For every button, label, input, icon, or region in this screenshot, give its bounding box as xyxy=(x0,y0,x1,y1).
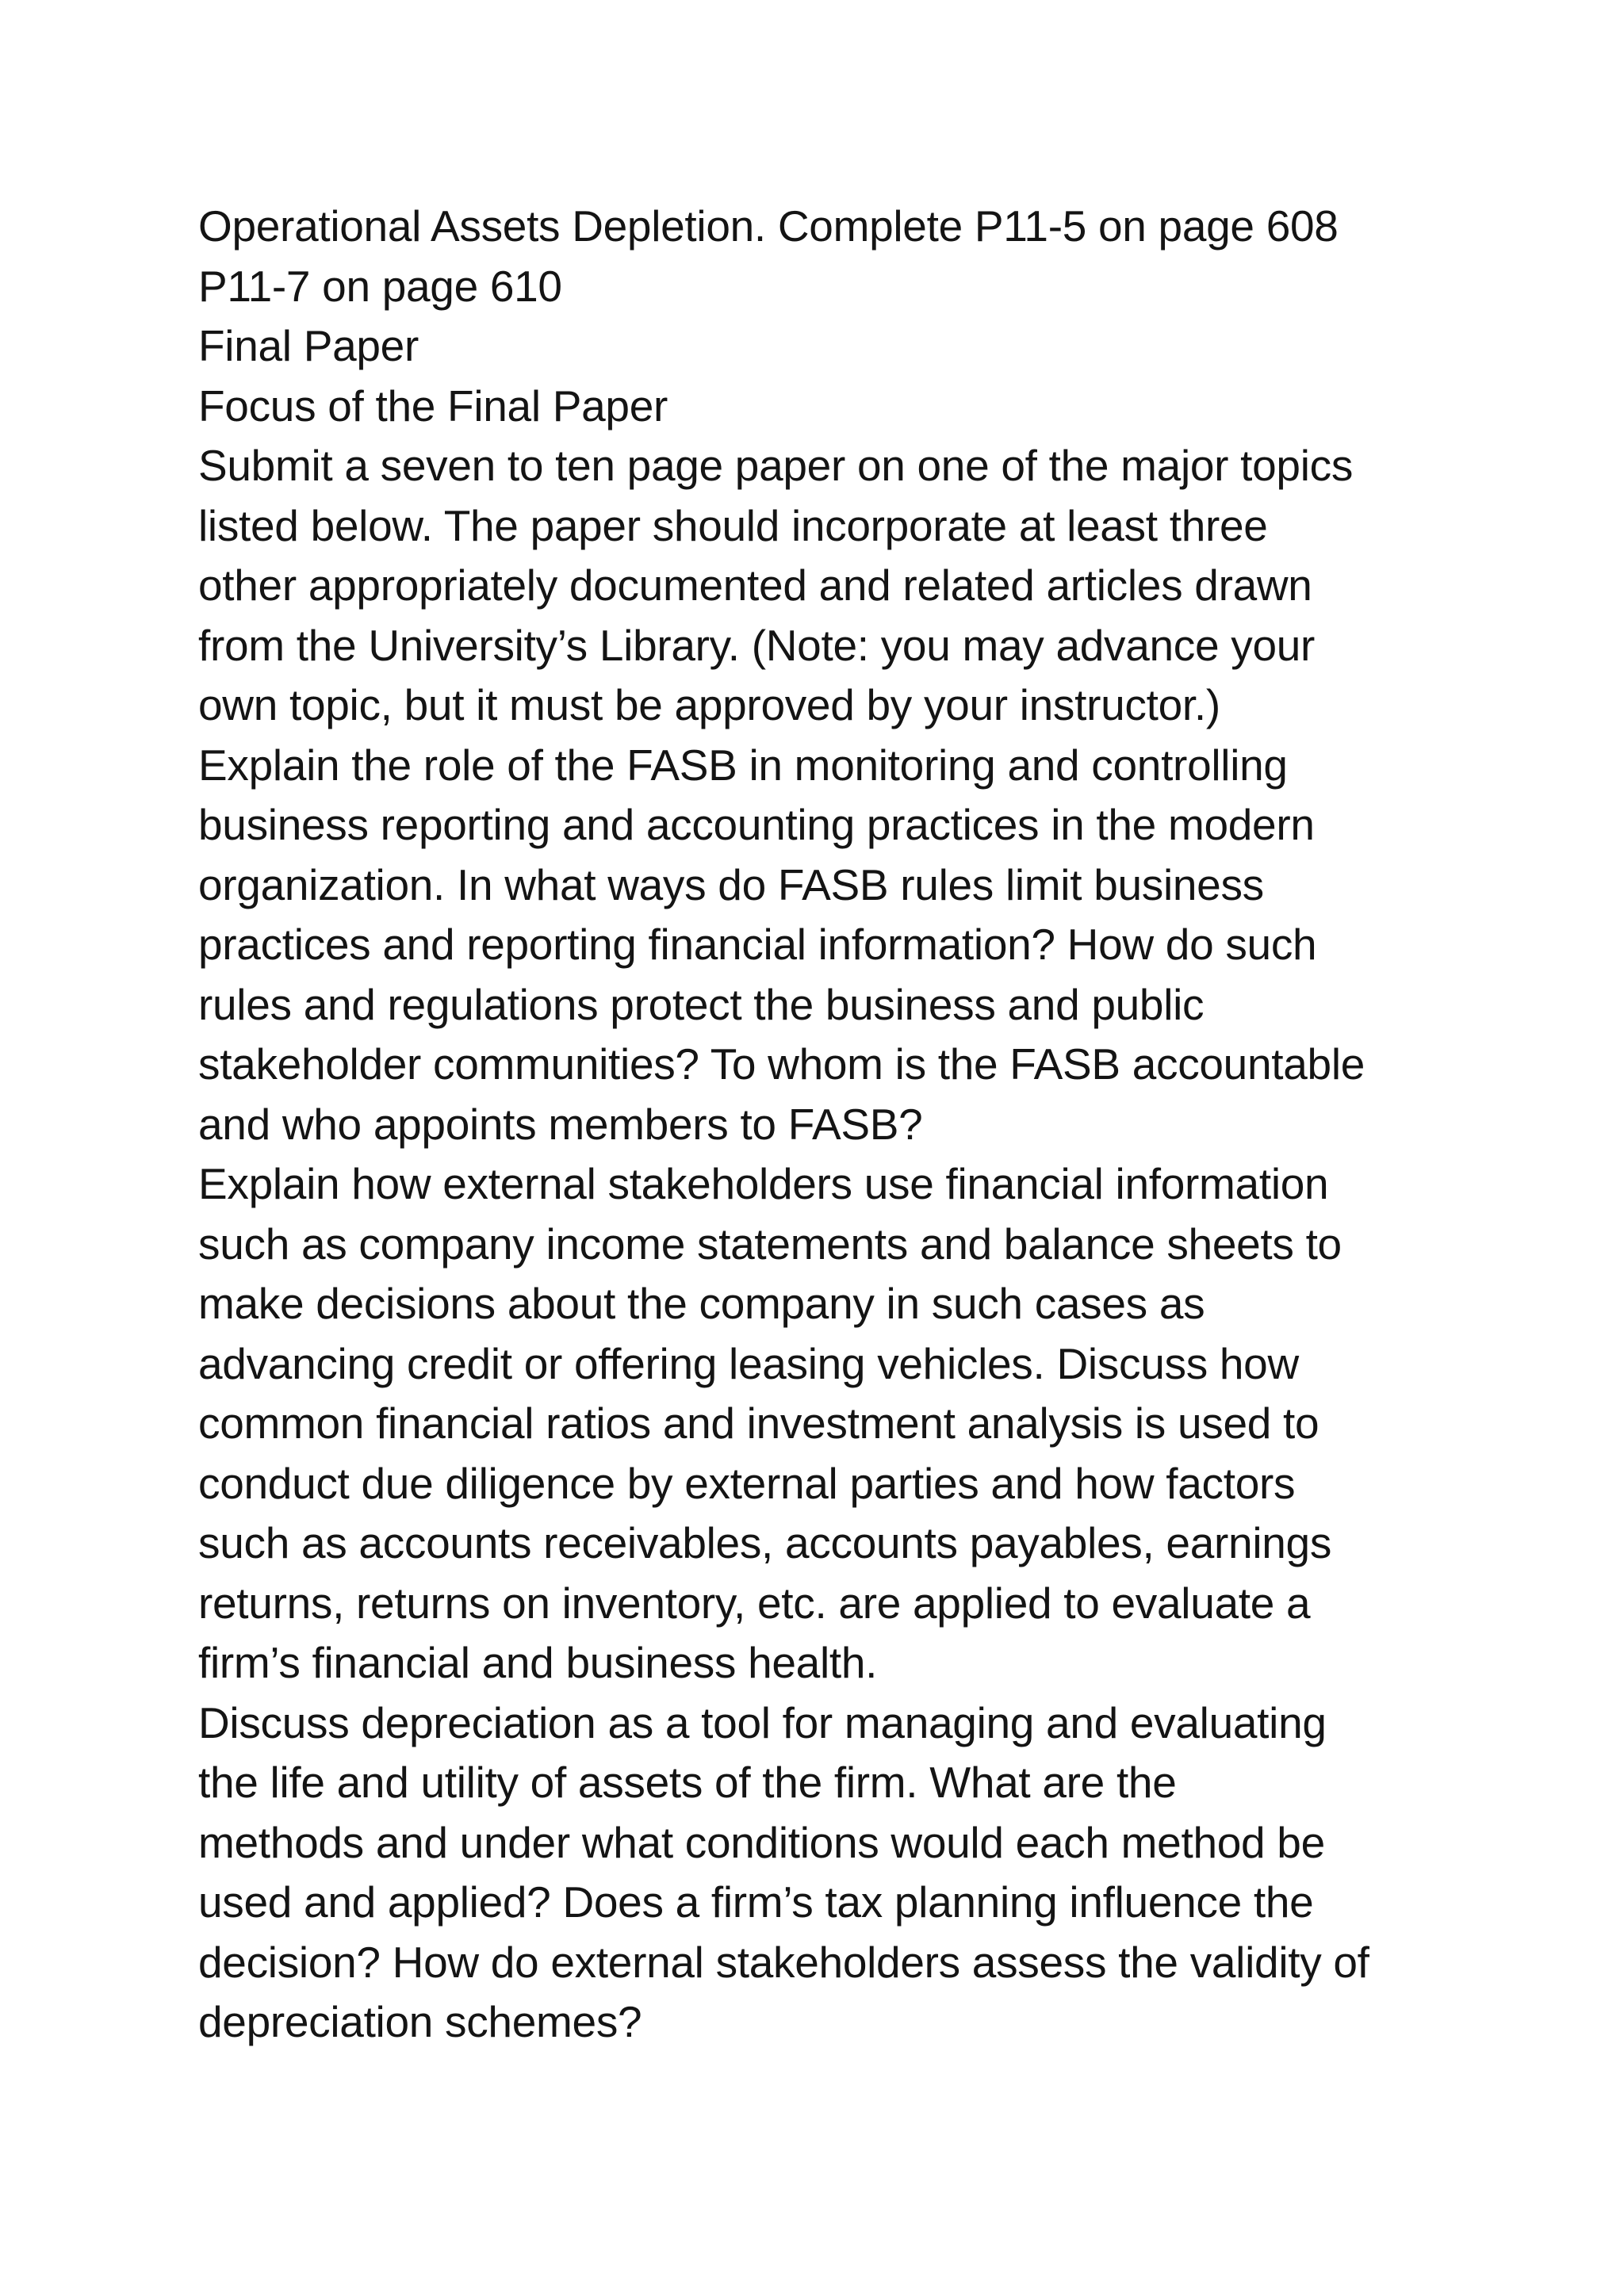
topic-3-line: used and applied? Does a firm’s tax planning influence the xyxy=(198,1877,1314,1927)
paragraph-line: own topic, but it must be approved by your instructor.) xyxy=(198,680,1220,729)
topic-3-line: depreciation schemes? xyxy=(198,1997,642,2046)
topic-3-line: methods and under what conditions would each method be xyxy=(198,1817,1325,1867)
topic-1-line: organization. In what ways do FASB rules limit business xyxy=(198,859,1264,909)
topic-2-line: such as accounts receivables, accounts payables, earnings xyxy=(198,1518,1332,1567)
topic-2-line: returns, returns on inventory, etc. are applied to evaluate a xyxy=(198,1578,1311,1628)
document-body xyxy=(198,197,1546,2053)
topic-2-line: conduct due diligence by external parties and how factors xyxy=(198,1458,1296,1508)
paragraph-line: from the University’s Library. (Note: you may advance your xyxy=(198,620,1316,670)
topic-1-line: practices and reporting financial information? How do such xyxy=(198,920,1317,969)
topic-2-line: advancing credit or offering leasing vehicles. Discuss how xyxy=(198,1338,1299,1388)
topic-2-line: make decisions about the company in such cases as xyxy=(198,1279,1205,1328)
topic-1-line: business reporting and accounting practices in the modern xyxy=(198,800,1315,849)
topic-3-line: decision? How do external stakeholders assess the validity of xyxy=(198,1937,1369,1987)
topic-1-line: and who appoints members to FASB? xyxy=(198,1099,923,1149)
paragraph-line: listed below. The paper should incorporate at least three xyxy=(198,500,1268,550)
topic-3-line: the life and utility of assets of the firm. What are the xyxy=(198,1758,1177,1807)
section-title: Final Paper xyxy=(198,321,419,370)
assignment-heading-line: P11-7 on page 610 xyxy=(198,261,562,311)
paragraph-line: other appropriately documented and related articles drawn xyxy=(198,561,1312,610)
topic-2-line: such as company income statements and balance sheets to xyxy=(198,1219,1342,1269)
topic-2-line: firm’s financial and business health. xyxy=(198,1638,878,1687)
topic-2-line: Explain how external stakeholders use financial information xyxy=(198,1159,1329,1208)
assignment-heading-line: Operational Assets Depletion. Complete P11-5 on page 608 xyxy=(198,201,1339,251)
topic-1-line: rules and regulations protect the business and public xyxy=(198,979,1205,1029)
section-subtitle: Focus of the Final Paper xyxy=(198,381,668,430)
topic-3-line: Discuss depreciation as a tool for managing and evaluating xyxy=(198,1697,1327,1747)
topic-2-line: common financial ratios and investment analysis is used to xyxy=(198,1399,1320,1448)
paragraph-line: Submit a seven to ten page paper on one of the major topics xyxy=(198,441,1354,490)
topic-1-line: stakeholder communities? To whom is the FASB accountable xyxy=(198,1039,1365,1089)
topic-1-line: Explain the role of the FASB in monitoring and controlling xyxy=(198,740,1288,790)
